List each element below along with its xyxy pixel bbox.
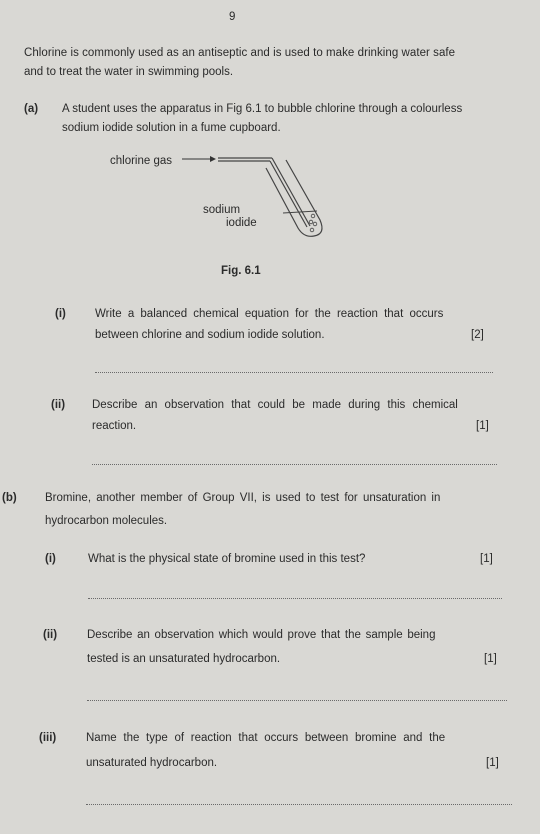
b-ii-label: (ii) — [43, 629, 58, 641]
b-iii-line-2: unsaturated hydrocarbon. — [86, 757, 218, 769]
b-i-marks: [1] — [480, 553, 493, 565]
a-i-line-2: between chlorine and sodium iodide solution. — [95, 329, 325, 341]
a-i-label: (i) — [55, 308, 66, 320]
iodide-label: iodide — [226, 217, 257, 229]
b-i-label: (i) — [45, 553, 56, 565]
b-iii-label: (iii) — [39, 732, 57, 744]
a-ii-line-2: reaction. — [92, 420, 137, 432]
part-a-label: (a) — [24, 103, 39, 115]
part-a-text-2: sodium iodide solution in a fume cupboard. — [62, 122, 281, 134]
part-a-text-1: A student uses the apparatus in Fig 6.1 to bubble chlorine through a colourless — [62, 103, 463, 115]
part-b-label: (b) — [2, 492, 17, 504]
b-iii-answer-line[interactable] — [86, 804, 512, 805]
part-b-line-1: Bromine, another member of Group VII, is used to test for unsaturation in — [45, 492, 441, 504]
a-i-marks: [2] — [471, 329, 484, 341]
b-i-answer-line[interactable] — [88, 598, 502, 599]
b-ii-marks: [1] — [484, 653, 497, 665]
intro-line-2: and to treat the water in swimming pools. — [24, 66, 234, 78]
chlorine-gas-label: chlorine gas — [110, 155, 173, 167]
apparatus-diagram — [180, 148, 340, 248]
b-ii-answer-line[interactable] — [87, 700, 507, 701]
b-i-line-1: What is the physical state of bromine used in this test? — [88, 553, 366, 565]
a-ii-answer-line[interactable] — [92, 464, 497, 465]
b-ii-line-2: tested is an unsaturated hydrocarbon. — [87, 653, 281, 665]
b-ii-line-1: Describe an observation which would prove that the sample being — [87, 629, 436, 641]
b-iii-marks: [1] — [486, 757, 499, 769]
a-ii-marks: [1] — [476, 420, 489, 432]
a-i-line-1: Write a balanced chemical equation for the reaction that occurs — [95, 308, 444, 320]
a-ii-line-1: Describe an observation that could be made during this chemical — [92, 399, 458, 411]
sodium-label: sodium — [203, 204, 241, 216]
a-ii-label: (ii) — [51, 399, 66, 411]
part-b-line-2: hydrocarbon molecules. — [45, 515, 168, 527]
intro-line-1: Chlorine is commonly used as an antiseptic and is used to make drinking water safe — [24, 47, 456, 59]
b-iii-line-1: Name the type of reaction that occurs between bromine and the — [86, 732, 446, 744]
figure-caption: Fig. 6.1 — [221, 265, 261, 277]
page-number: 9 — [229, 11, 236, 23]
a-i-answer-line[interactable] — [95, 372, 493, 373]
